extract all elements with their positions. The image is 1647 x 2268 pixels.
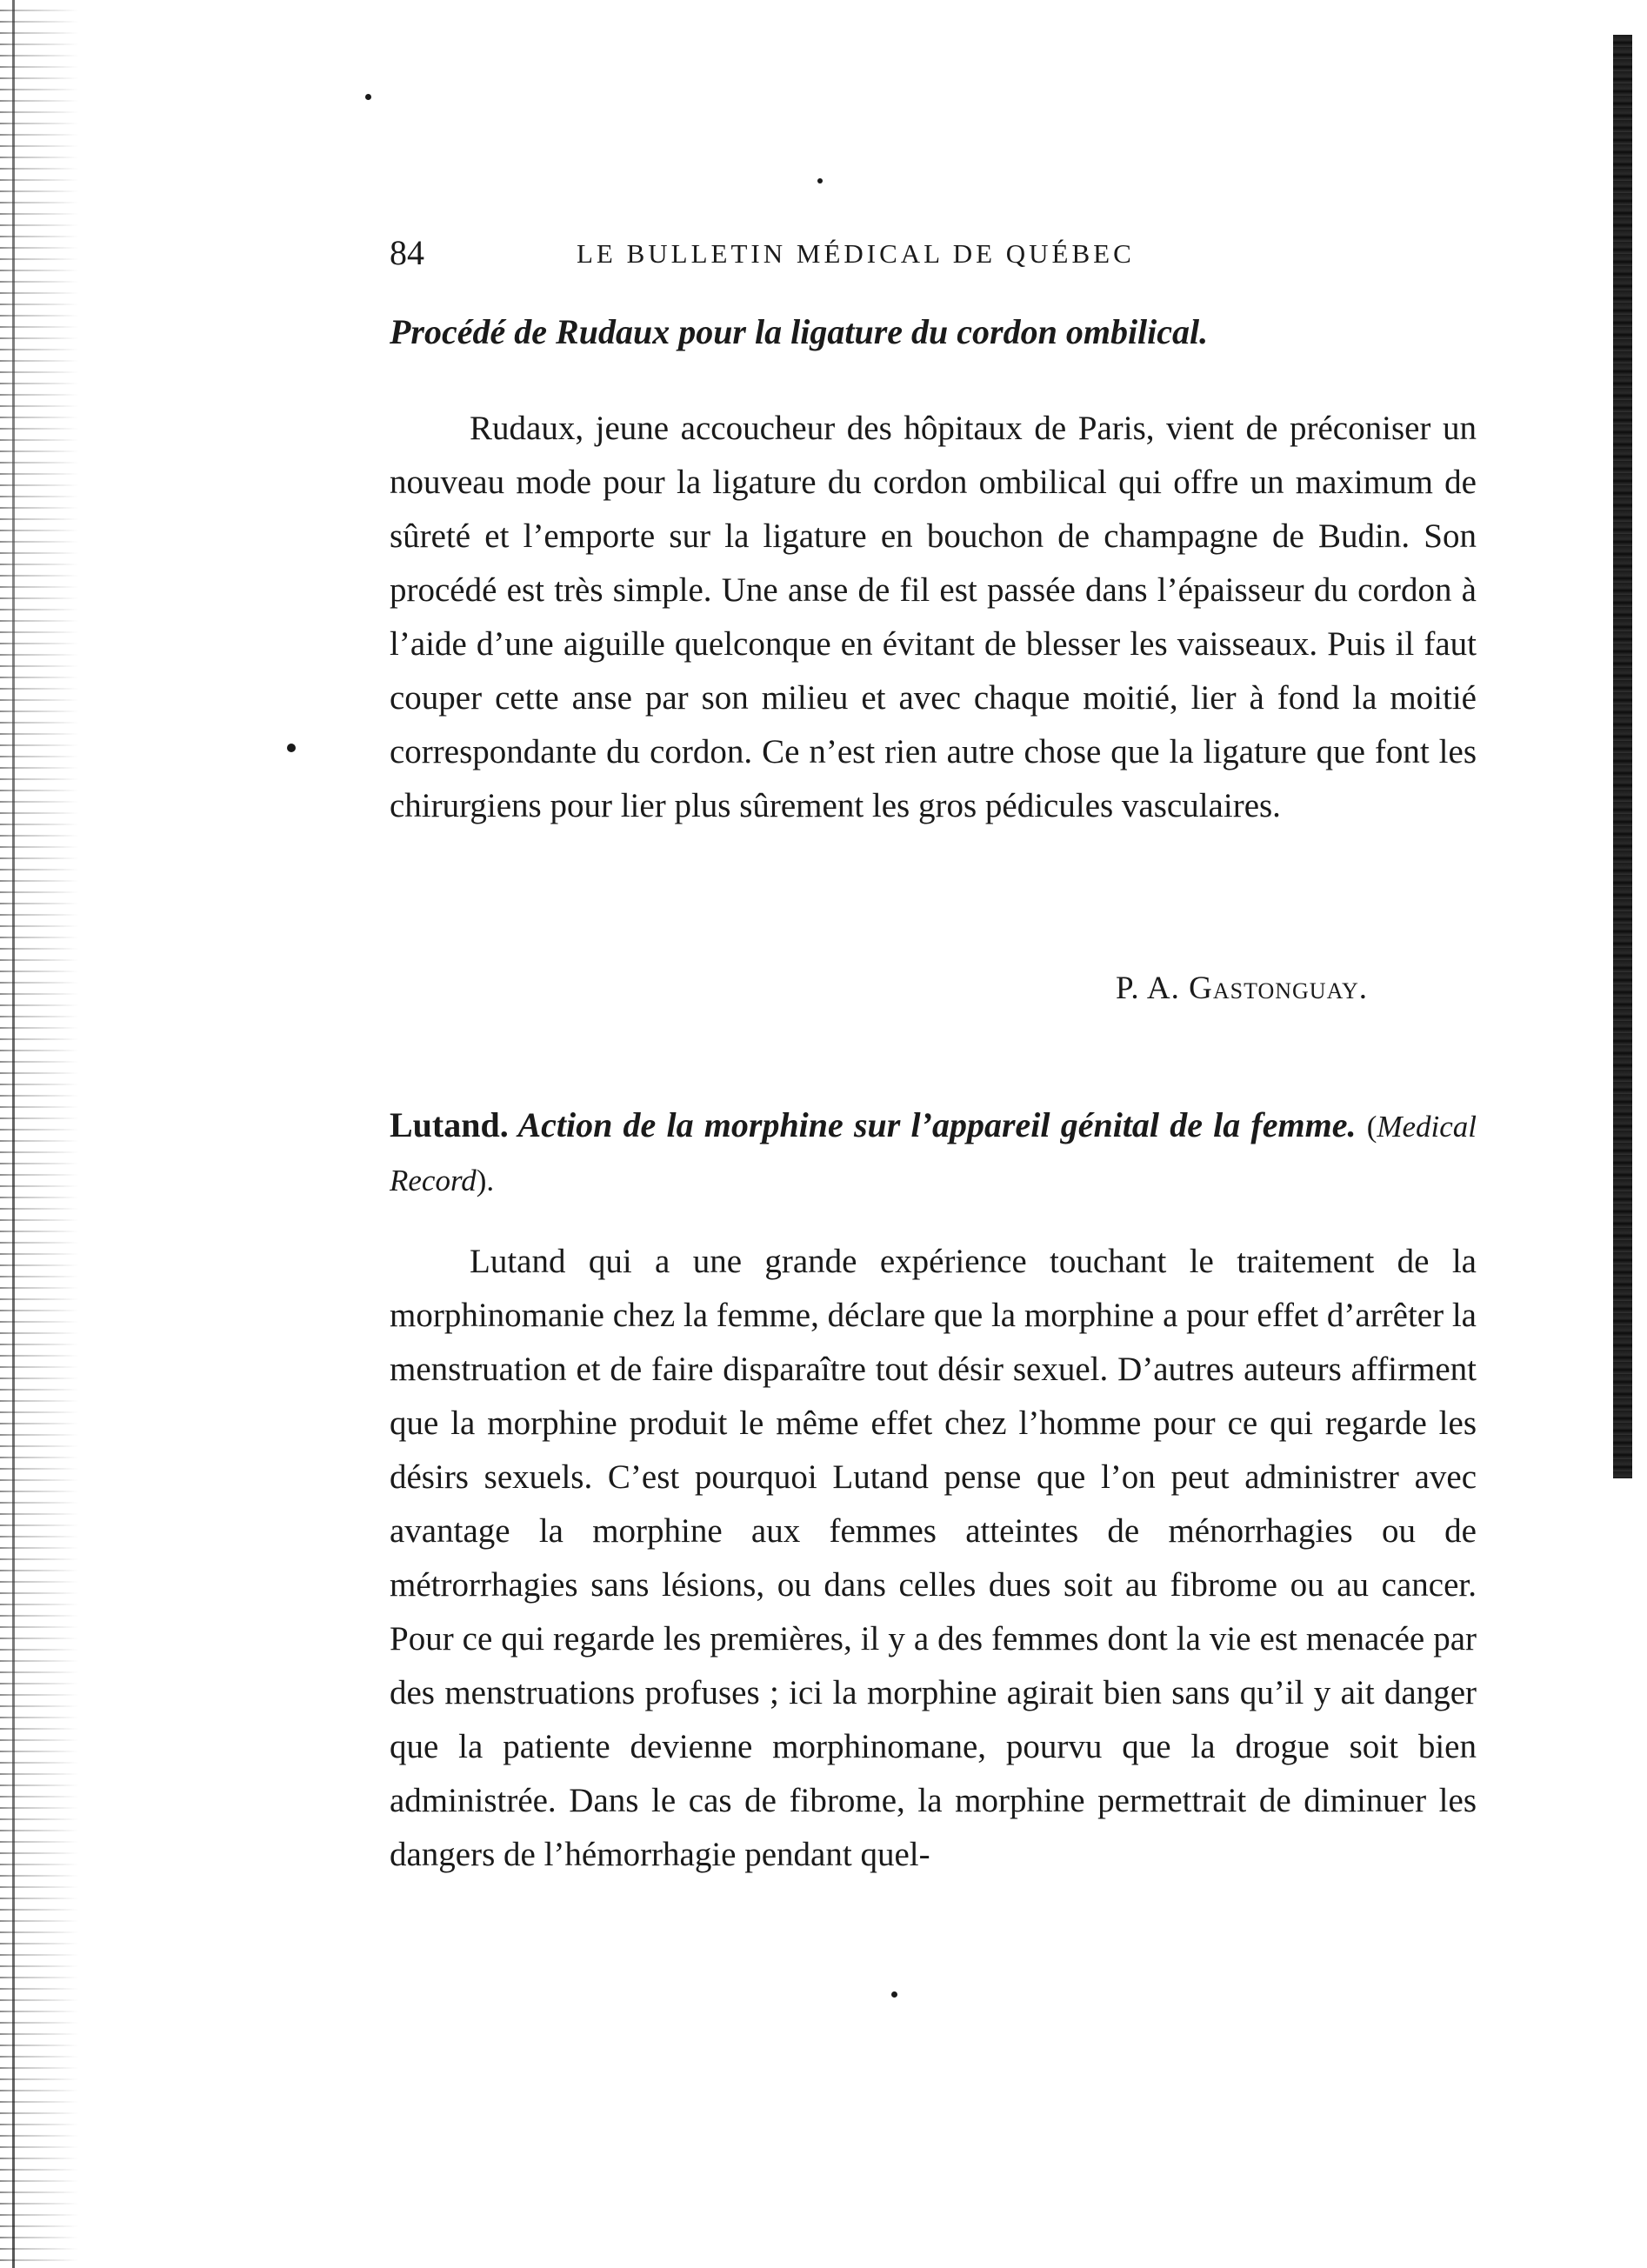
article-signature: P. A. Gastonguay.: [1115, 971, 1368, 1006]
article-author: Lutand.: [390, 1105, 509, 1144]
journal-title: LE BULLETIN MÉDICAL DE QUÉBEC: [577, 238, 1135, 269]
article-title: Procédé de Rudaux pour la ligature du cordon ombilical.: [390, 312, 1209, 351]
scan-edge-right: [1613, 35, 1632, 1478]
article-rudaux: [390, 306, 1477, 1006]
scan-speck: [817, 178, 823, 183]
running-head: [390, 231, 1477, 284]
article-body: Lutand qui a une grande expérience touchant le traitement de la morphinomanie chez la femme, déclare que la morphine a pour effet d’arrêter la menstruation et de faire disparaître tout désir sexuel. D’autres auteurs affirment que la morphine produit le même effet chez l’homme pour ce qui regarde les désirs sexuels. C’est pourquoi Lutand pense que l’on peut administrer avec avantage la morphine aux femmes atteintes de ménorrhagies ou de métrorrhagies sans lésions, ou dans celles dues soit au fibrome ou au cancer. Pour ce qui regarde les premières, il y a des femmes dont la vie est menacée par des menstruations profuses ; ici la morphine agirait bien sans qu’il y ait danger que la patiente devienne morphinomane, pourvu que la drogue soit bien administrée. Dans le cas de fibrome, la morphine permettrait de diminuer les dangers de l’hémorrhagie pendant quel-: [390, 1243, 1477, 1873]
article-source: (Medical Record).: [390, 1110, 1477, 1197]
scan-speck: [287, 744, 296, 752]
scan-speck: [365, 94, 371, 100]
article-lutand: [390, 1099, 1477, 1882]
article-title: Action de la morphine sur l’appareil génital de la femme.: [517, 1105, 1357, 1144]
scan-edge-left-line: [12, 0, 15, 2268]
page-number: 84: [390, 233, 424, 272]
article-body: Rudaux, jeune accoucheur des hôpitaux de Paris, vient de préconiser un nouveau mode pour la ligature du cordon ombilical qui offre un maximum de sûreté et l’emporte sur la ligature en bouchon de champagne de Budin. Son procédé est très simple. Une anse de fil est passée dans l’épaisseur du cordon à l’aide d’une aiguille quelconque en évitant de blesser les vaisseaux. Puis il faut couper cette anse par son milieu et avec chaque moitié, lier à fond la moitié correspondante du cordon. Ce n’est rien autre chose que la ligature que font les chirurgiens pour lier plus sûrement les gros pédicules vasculaires.: [390, 410, 1477, 824]
article-heading: [390, 1099, 1477, 1207]
scan-speck: [891, 1991, 897, 1998]
